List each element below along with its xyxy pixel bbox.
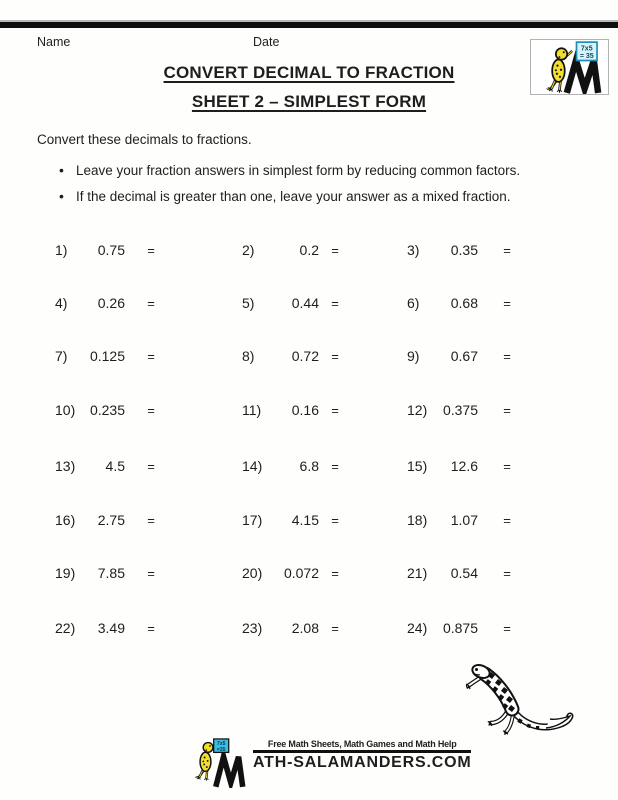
problem-value: 0.072 [283, 565, 319, 581]
problem-value: 2.75 [97, 512, 125, 528]
problem-row [0, 242, 618, 262]
problem-number: 20) [242, 565, 263, 581]
problem-row [0, 458, 618, 478]
problem-number: 10) [55, 402, 76, 418]
problem-number: 6) [407, 295, 420, 311]
times-table-sign-icon [577, 42, 598, 60]
equals-sign: = [503, 403, 511, 418]
problem-value: 1.07 [450, 512, 478, 528]
times-table-sign-icon [214, 739, 229, 753]
logo-m-glyph [216, 757, 243, 787]
problem-value: 6.8 [299, 458, 319, 474]
equals-sign: = [331, 621, 339, 636]
bullet-text: If the decimal is greater than one, leave your answer as a mixed fraction. [76, 189, 511, 204]
problem-number: 5) [242, 295, 255, 311]
problem-value: 0.67 [450, 348, 478, 364]
svg-text:7x5: 7x5 [580, 45, 593, 53]
equals-sign: = [503, 621, 511, 636]
problem-number: 19) [55, 565, 76, 581]
date-label: Date [253, 35, 280, 49]
site-name: ATH-SALAMANDERS.COM [253, 753, 472, 771]
problem-value: 4.15 [291, 512, 319, 528]
equals-sign: = [147, 243, 155, 258]
equals-sign: = [147, 621, 155, 636]
equals-sign: = [331, 513, 339, 528]
problem-value: 0.68 [450, 295, 478, 311]
top-rule [0, 22, 618, 28]
equals-sign: = [503, 513, 511, 528]
problem-number: 18) [407, 512, 428, 528]
problem-value: 2.08 [291, 620, 319, 636]
footer-tagline: Free Math Sheets, Math Games and Math Help [267, 739, 457, 749]
problem-value: 3.49 [97, 620, 125, 636]
equals-sign: = [503, 296, 511, 311]
problem-value: 0.26 [97, 295, 125, 311]
bullet-icon: • [59, 188, 64, 204]
equals-sign: = [331, 459, 339, 474]
equals-sign: = [503, 243, 511, 258]
equals-sign: = [331, 243, 339, 258]
equals-sign: = [503, 349, 511, 364]
problem-value: 0.35 [450, 242, 478, 258]
problem-number: 14) [242, 458, 263, 474]
equals-sign: = [147, 566, 155, 581]
checkered-lizard-icon [466, 661, 576, 741]
problem-number: 4) [55, 295, 68, 311]
problem-row [0, 565, 618, 585]
equals-sign: = [147, 296, 155, 311]
name-label: Name [37, 35, 71, 49]
worksheet-title: CONVERT DECIMAL TO FRACTION [163, 63, 455, 82]
problem-number: 3) [407, 242, 420, 258]
equals-sign: = [331, 349, 339, 364]
equals-sign: = [331, 566, 339, 581]
problem-value: 0.75 [97, 242, 125, 258]
worksheet-subtitle: SHEET 2 – SIMPLEST FORM [191, 92, 427, 111]
problem-number: 23) [242, 620, 263, 636]
problem-number: 24) [407, 620, 428, 636]
problem-number: 2) [242, 242, 255, 258]
problem-value: 0.54 [450, 565, 478, 581]
problem-value: 7.85 [97, 565, 125, 581]
instructions-intro: Convert these decimals to fractions. [37, 132, 252, 147]
problem-number: 7) [55, 348, 68, 364]
problem-value: 0.2 [299, 242, 319, 258]
problem-value: 0.44 [291, 295, 319, 311]
problem-number: 15) [407, 458, 428, 474]
problem-row [0, 295, 618, 315]
equals-sign: = [147, 349, 155, 364]
problem-number: 1) [55, 242, 68, 258]
footer-rule [253, 750, 471, 753]
problem-value: 0.125 [89, 348, 125, 364]
problem-value: 4.5 [105, 458, 125, 474]
equals-sign: = [147, 459, 155, 474]
problem-row [0, 348, 618, 368]
problem-value: 0.875 [442, 620, 478, 636]
problem-number: 22) [55, 620, 76, 636]
problem-number: 8) [242, 348, 255, 364]
equals-sign: = [331, 403, 339, 418]
equals-sign: = [503, 566, 511, 581]
footer-logo [194, 738, 471, 788]
bullet-text: Leave your fraction answers in simplest form by reducing common factors. [76, 163, 521, 178]
problem-number: 21) [407, 565, 428, 581]
problem-value: 0.16 [291, 402, 319, 418]
problem-number: 17) [242, 512, 263, 528]
svg-text:= 35: = 35 [579, 52, 594, 60]
problem-number: 12) [407, 402, 428, 418]
svg-text:7x5: 7x5 [216, 740, 226, 747]
problem-value: 12.6 [450, 458, 478, 474]
problem-row [0, 620, 618, 640]
problem-number: 9) [407, 348, 420, 364]
problem-number: 16) [55, 512, 76, 528]
equals-sign: = [147, 403, 155, 418]
problem-row [0, 402, 618, 422]
problem-value: 0.235 [89, 402, 125, 418]
equals-sign: = [503, 459, 511, 474]
equals-sign: = [147, 513, 155, 528]
problem-number: 13) [55, 458, 76, 474]
footer-salamander-icon [194, 738, 251, 788]
problem-value: 0.375 [442, 402, 478, 418]
equals-sign: = [331, 296, 339, 311]
problem-row [0, 512, 618, 532]
problem-value: 0.72 [291, 348, 319, 364]
problem-number: 11) [242, 402, 262, 418]
svg-text:=35: =35 [216, 746, 226, 753]
bullet-icon: • [59, 162, 64, 178]
